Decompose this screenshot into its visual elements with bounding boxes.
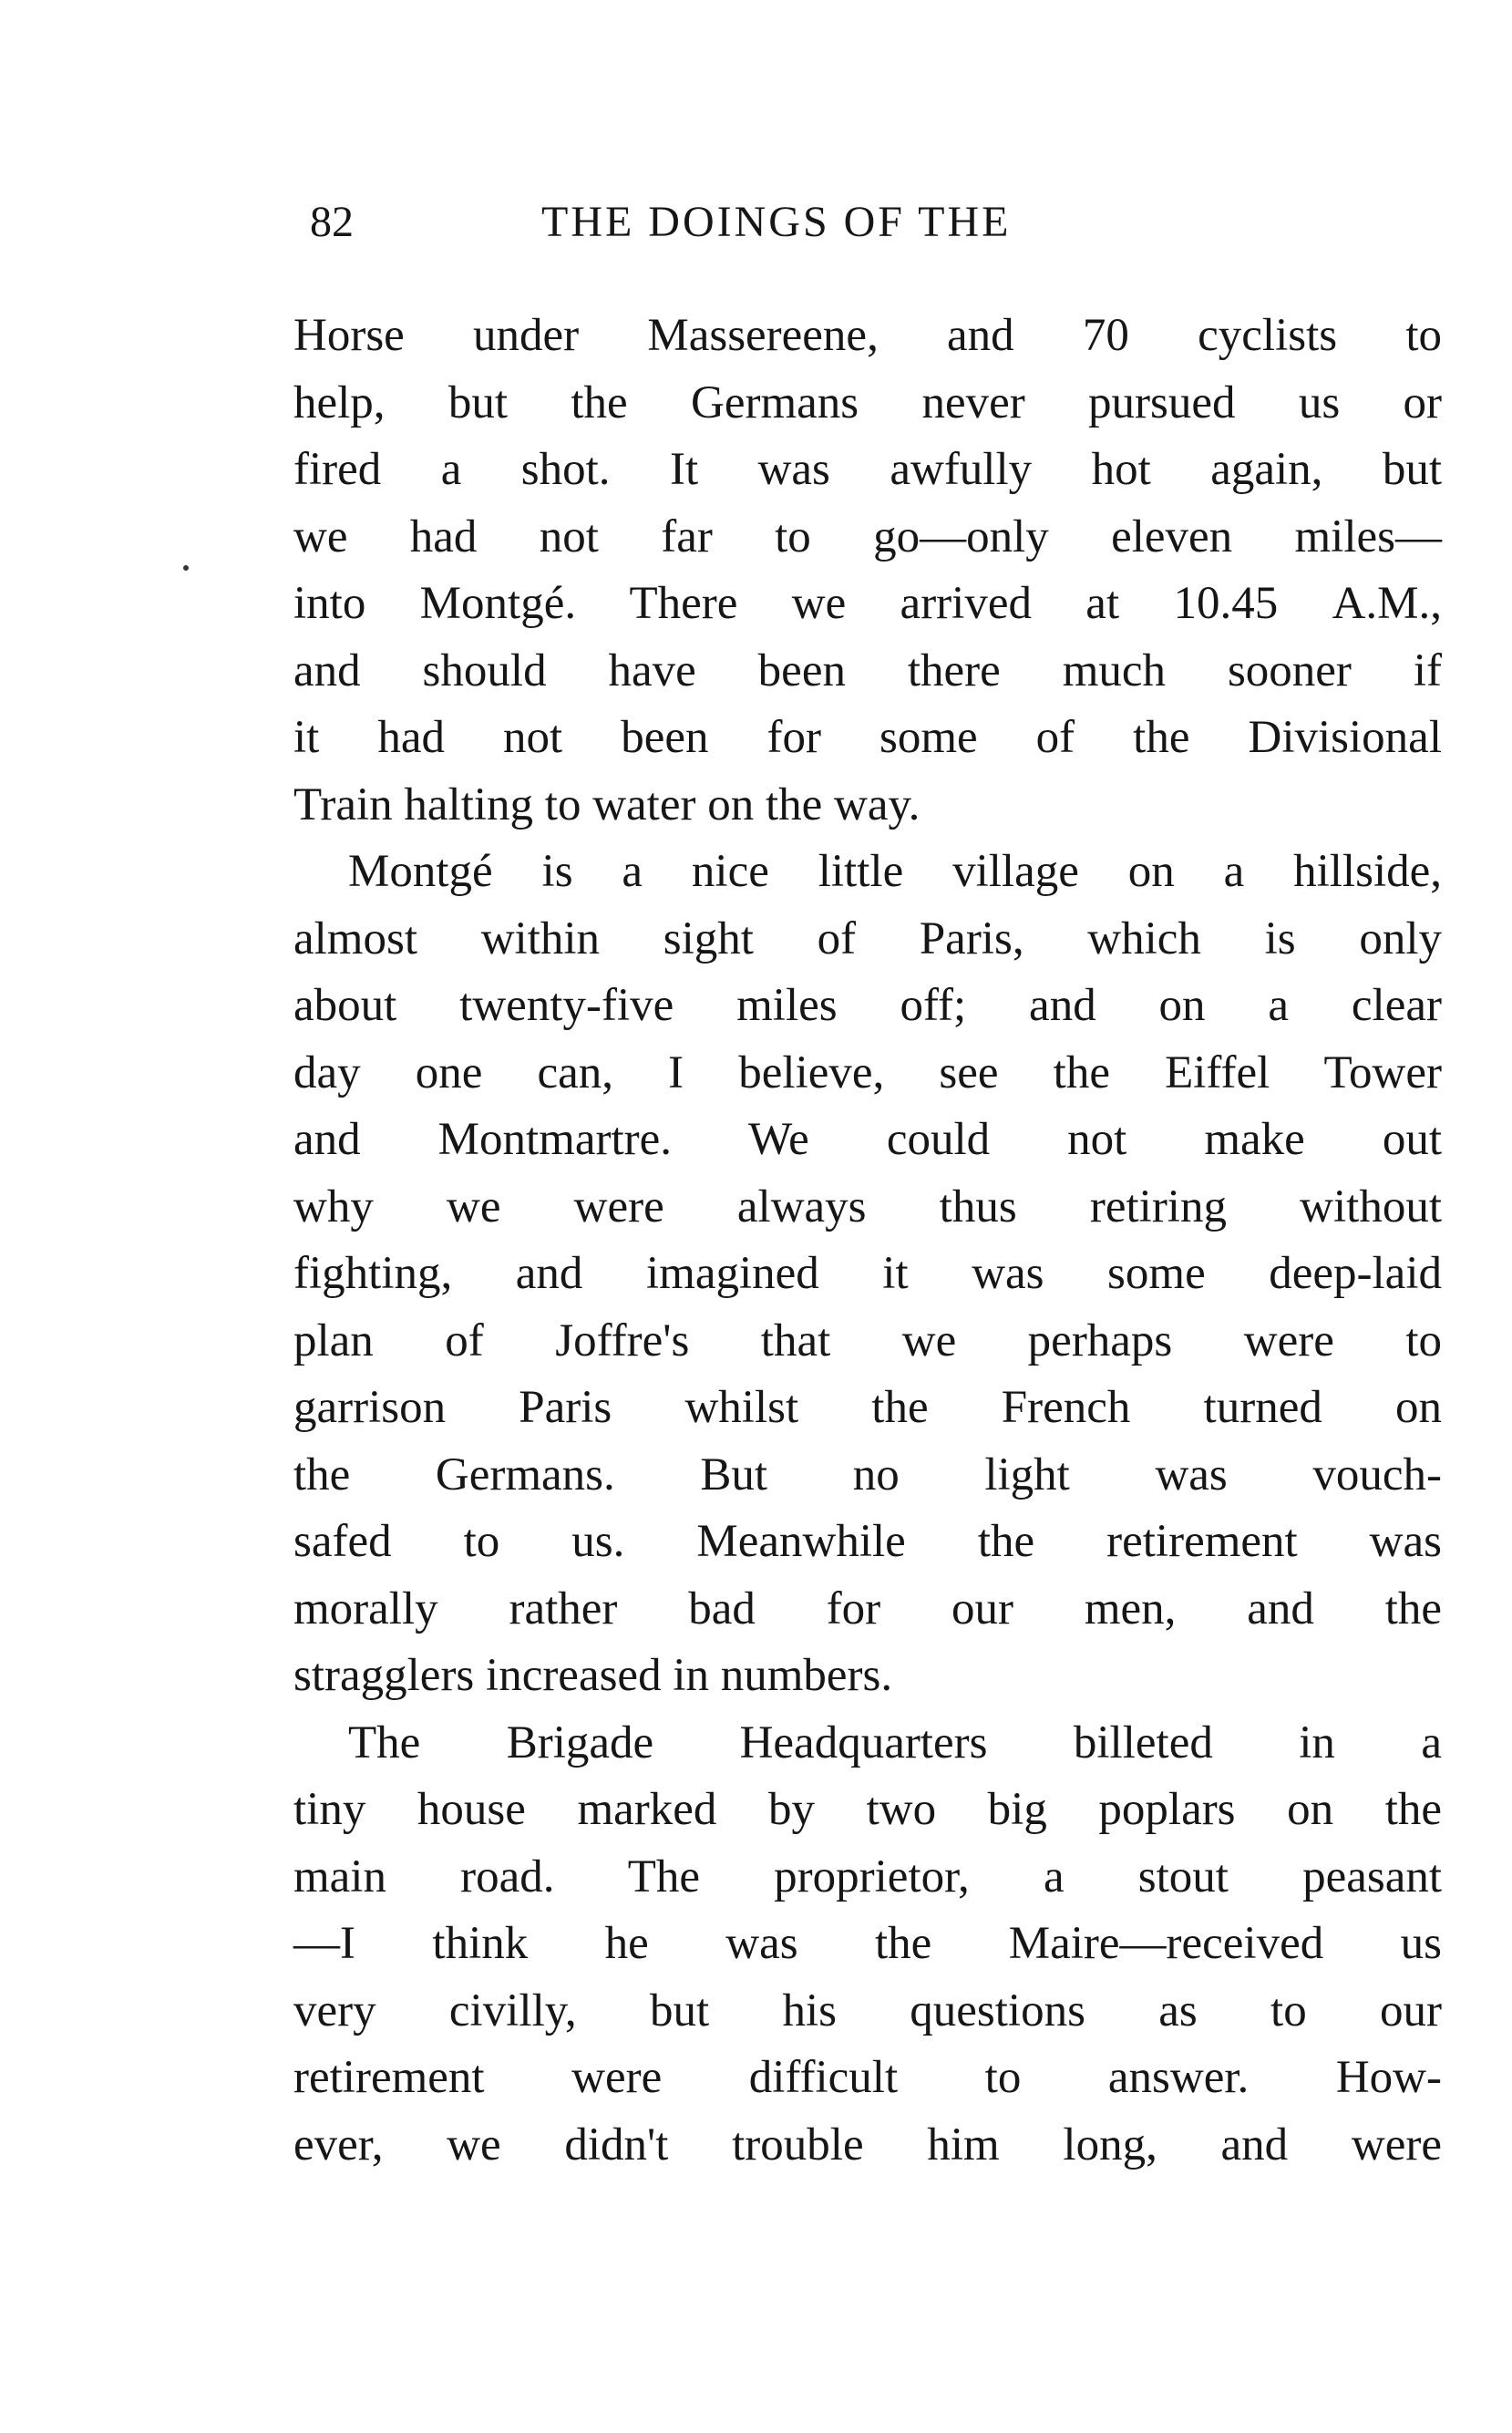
time-suffix: A.M., (1332, 578, 1442, 629)
text-line: almost within sight of Paris, which is only (293, 912, 1442, 964)
stray-ink-mark (183, 565, 189, 571)
text-line: very civilly, but his questions as to our (293, 1985, 1442, 2036)
text-line (293, 571, 1442, 638)
text-line: Train halting to water on the way. (293, 778, 921, 830)
text-line: safed to us. Meanwhile the retirement was (293, 1516, 1442, 1567)
running-head: THE DOINGS OF THE (541, 198, 1012, 246)
text-line: main road. The proprietor, a stout peasant (293, 1851, 1442, 1902)
text-line: plan of Joffre's that we perhaps were to (293, 1314, 1442, 1366)
text-line: and should have been there much sooner if (293, 644, 1442, 696)
body-text (293, 303, 1442, 2179)
text-line: garrison Paris whilst the French turned on (293, 1382, 1442, 1433)
text-line: retirement were difficult to answer. How- (293, 2052, 1442, 2103)
text-line: we had not far to go—only eleven miles— (293, 510, 1442, 562)
text-line: stragglers increased in numbers. (293, 1650, 893, 1701)
text-line: the Germans. But no light was vouch- (293, 1448, 1442, 1500)
text-line: and Montmartre. We could not make out (293, 1114, 1442, 1165)
text-line: about twenty-five miles off; and on a clear (293, 980, 1442, 1031)
text-line: ever, we didn't trouble him long, and were (293, 2119, 1442, 2170)
text-line: why we were always thus retiring without (293, 1180, 1442, 1232)
text-line: day one can, I believe, see the Eiffel Tower (293, 1046, 1442, 1098)
text-line: —I think he was the Maire—received us (293, 1918, 1442, 1969)
page-number: 82 (310, 198, 354, 246)
page-header (310, 195, 1221, 250)
text-line: it had not been for some of the Divisional (293, 712, 1442, 763)
text-line: The Brigade Headquarters billeted in a (348, 1717, 1442, 1768)
text-line: fired a shot. It was awfully hot again, but (293, 444, 1442, 495)
text-line: Montgé is a nice little village on a hillside, (348, 846, 1442, 897)
text-line: help, but the Germans never pursued us or (293, 376, 1442, 428)
text-line: tiny house marked by two big poplars on the (293, 1784, 1442, 1835)
text-line: morally rather bad for our men, and the (293, 1582, 1442, 1634)
text-line-main: into Montgé. There we arrived at 10.45 (293, 578, 1332, 629)
text-line: Horse under Massereene, and 70 cyclists to (293, 310, 1442, 361)
text-line: fighting, and imagined it was some deep-laid (293, 1248, 1442, 1299)
